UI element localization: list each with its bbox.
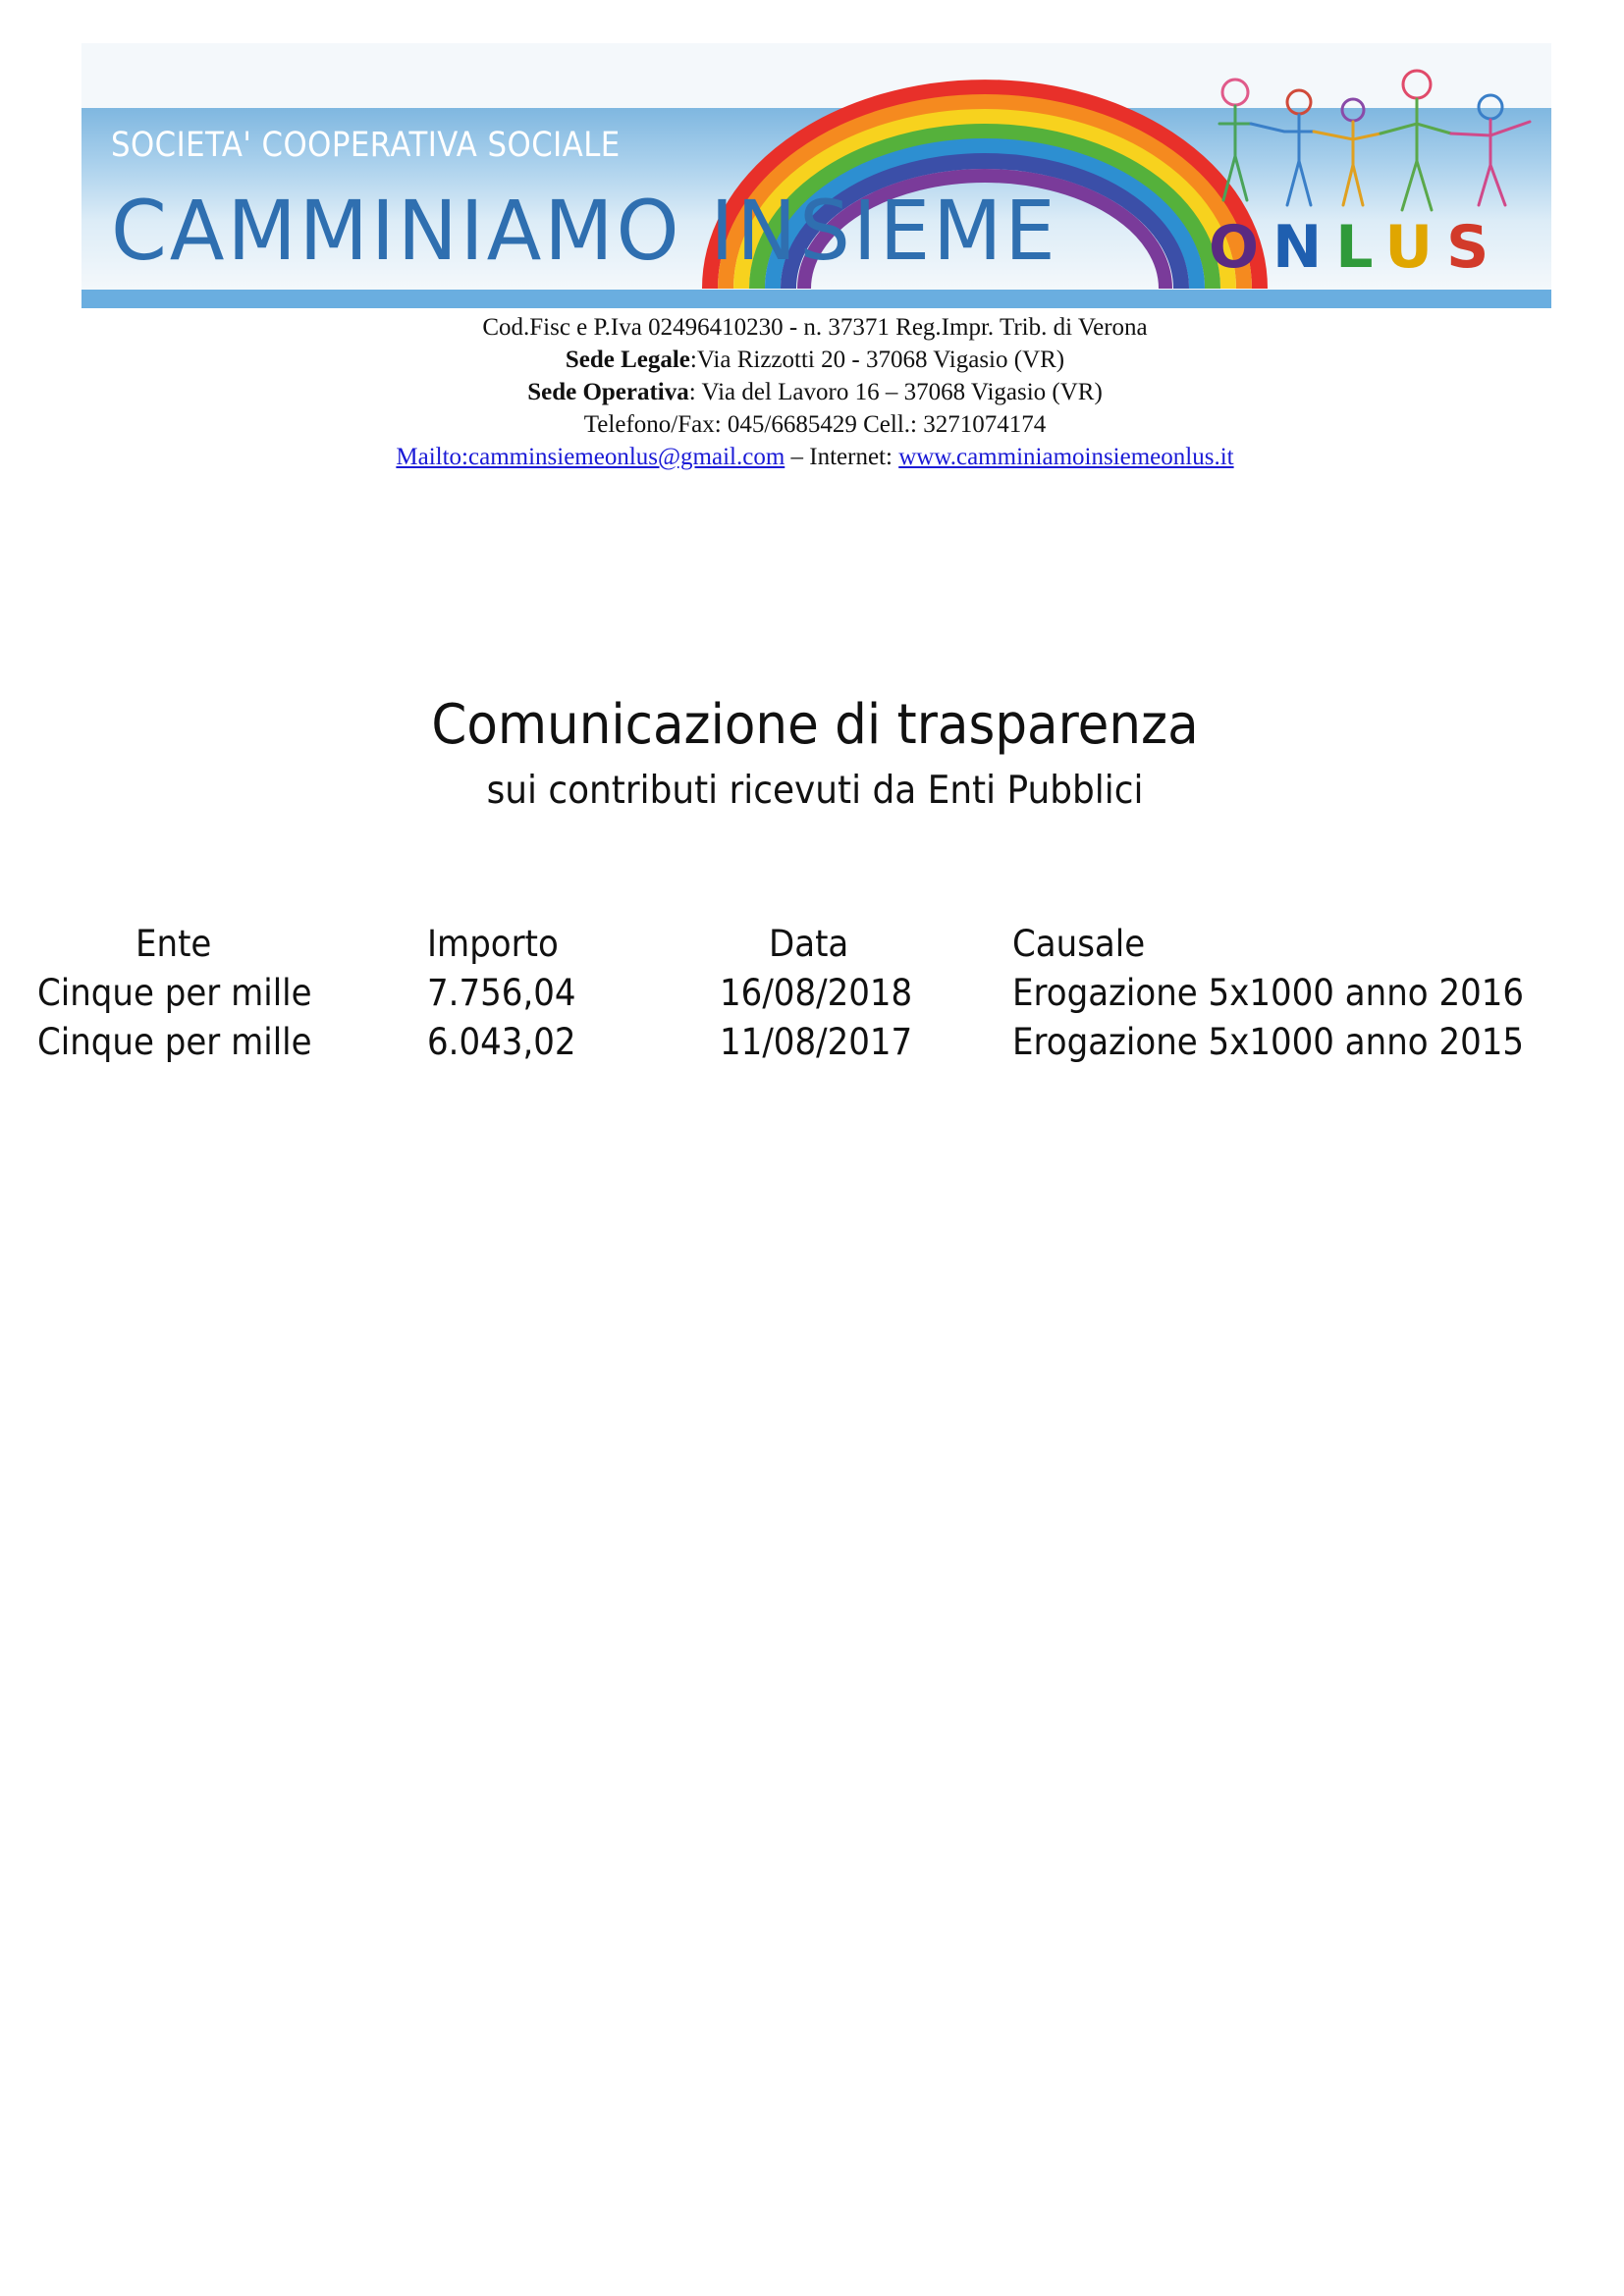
- onlus-letter: L: [1335, 213, 1385, 282]
- address-block: [0, 311, 1624, 473]
- internet-separator: – Internet:: [785, 444, 899, 470]
- operative-seat-label: Sede Operativa: [527, 379, 689, 405]
- cell-importo: 6.043,02: [427, 1021, 576, 1063]
- operative-seat-value: : Via del Lavoro 16 – 37068 Vigasio (VR): [688, 379, 1103, 405]
- coop-subtitle: SOCIETA' COOPERATIVA SOCIALE: [111, 126, 621, 165]
- onlus-letter: O: [1209, 213, 1273, 282]
- header-data: Data: [769, 923, 849, 965]
- legal-seat-line: [0, 344, 1624, 376]
- header-banner: [81, 43, 1551, 308]
- cell-data: 16/08/2018: [720, 972, 913, 1014]
- page-title: Comunicazione di trasparenza: [431, 693, 1199, 757]
- email-link[interactable]: Mailto:camminsiemeonlus@gmail.com: [396, 444, 785, 470]
- website-link[interactable]: www.camminiamoinsiemeonlus.it: [898, 444, 1234, 470]
- header-causale: Causale: [1012, 923, 1146, 965]
- page-subtitle: sui contributi ricevuti da Enti Pubblici: [486, 769, 1144, 813]
- header-importo: Importo: [427, 923, 559, 965]
- table-header-row: [0, 923, 1624, 972]
- table-row: [0, 1021, 1624, 1070]
- cell-ente: Cinque per mille: [37, 972, 312, 1014]
- legal-seat-label: Sede Legale: [565, 347, 690, 373]
- cell-importo: 7.756,04: [427, 972, 576, 1014]
- table-row: [0, 972, 1624, 1021]
- contact-line: [0, 441, 1624, 473]
- phone-line: Telefono/Fax: 045/6685429 Cell.: 3271074174: [583, 411, 1047, 438]
- fiscal-line: Cod.Fisc e P.Iva 02496410230 - n. 37371 Reg.Impr. Trib. di Verona: [482, 314, 1148, 341]
- legal-seat-value: :Via Rizzotti 20 - 37068 Vigasio (VR): [689, 347, 1065, 373]
- operative-seat-line: [0, 376, 1624, 408]
- onlus-letter: N: [1272, 213, 1336, 282]
- onlus-letter: S: [1446, 213, 1503, 282]
- cell-causale: Erogazione 5x1000 anno 2015: [1012, 1021, 1525, 1063]
- cell-causale: Erogazione 5x1000 anno 2016: [1012, 972, 1525, 1014]
- cell-ente: Cinque per mille: [37, 1021, 312, 1063]
- contributions-table: [0, 923, 1624, 1070]
- cell-data: 11/08/2017: [720, 1021, 913, 1063]
- banner-bottom-bar: [81, 290, 1551, 308]
- coop-name: CAMMINIAMO INSIEME: [111, 183, 1058, 279]
- header-ente: Ente: [135, 923, 212, 965]
- onlus-label: [1209, 213, 1502, 282]
- onlus-letter: U: [1384, 213, 1447, 282]
